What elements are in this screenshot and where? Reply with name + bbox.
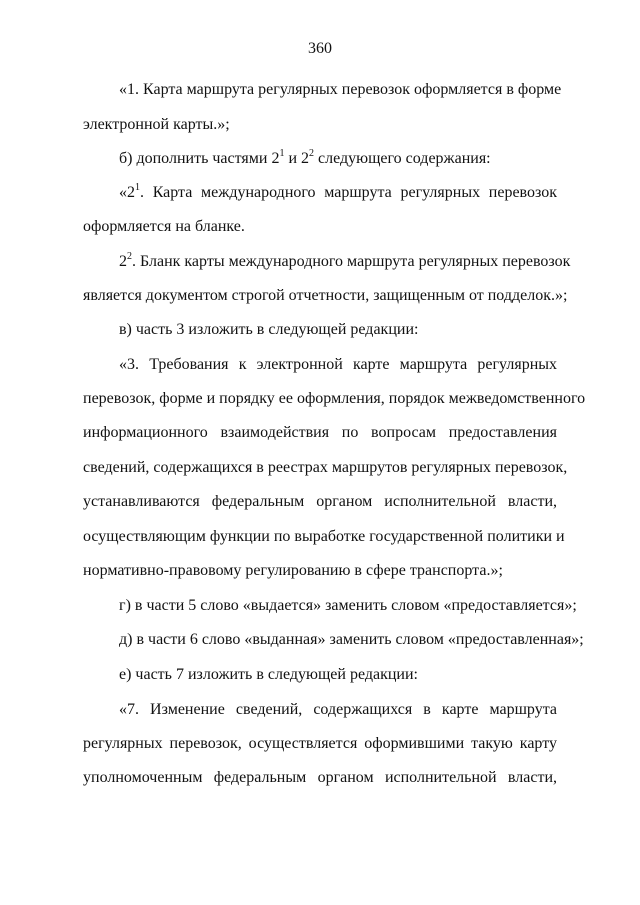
text-line: электронной карты.»; — [83, 116, 230, 133]
text-line: сведений, содержащихся в реестрах маршрутов регулярных перевозок, — [83, 459, 568, 476]
text-line: перевозок, форме и порядку ее оформления, порядок межведомственного — [83, 390, 586, 407]
text-line: осуществляющим функции по выработке государственной политики и — [83, 528, 565, 545]
text-line: в) часть 3 изложить в следующей редакции: — [119, 321, 419, 338]
text-line: устанавливаются федеральным органом исполнительной власти, — [83, 493, 557, 510]
text-line: регулярных перевозок, осуществляется оформившими такую карту — [83, 735, 557, 752]
text-line: е) часть 7 изложить в следующей редакции: — [119, 666, 418, 683]
text-line: д) в части 6 слово «выданная» заменить словом «предоставленная»; — [119, 631, 584, 648]
text-line: информационного взаимодействия по вопросам предоставления — [83, 424, 557, 441]
text-line: $2^2$. Бланк карты международного маршрута регулярных перевозок — [119, 250, 571, 270]
text-line: г) в части 5 слово «выдается» заменить словом «предоставляется»; — [119, 597, 577, 614]
text-line: «1. Карта маршрута регулярных перевозок оформляется в форме — [119, 81, 562, 98]
text-line: уполномоченным федеральным органом исполнительной власти, — [83, 769, 557, 786]
text-line: является документом строгой отчетности, защищенным от подделок.»; — [83, 287, 568, 304]
text-line: нормативно-правовому регулированию в сфере транспорта.»; — [83, 562, 503, 579]
text-line: «$2^1$. Карта международного маршрута регулярных перевозок — [119, 181, 557, 201]
page-number: 360 — [308, 40, 332, 57]
text-line: «3. Требования к электронной карте маршрута регулярных — [119, 356, 557, 373]
text-line: «7. Изменение сведений, содержащихся в карте маршрута — [119, 701, 557, 718]
text-line: оформляется на бланке. — [83, 218, 245, 235]
text-line: б) дополнить частями $2^1$ и $2^2$ следующего содержания: — [119, 147, 491, 167]
